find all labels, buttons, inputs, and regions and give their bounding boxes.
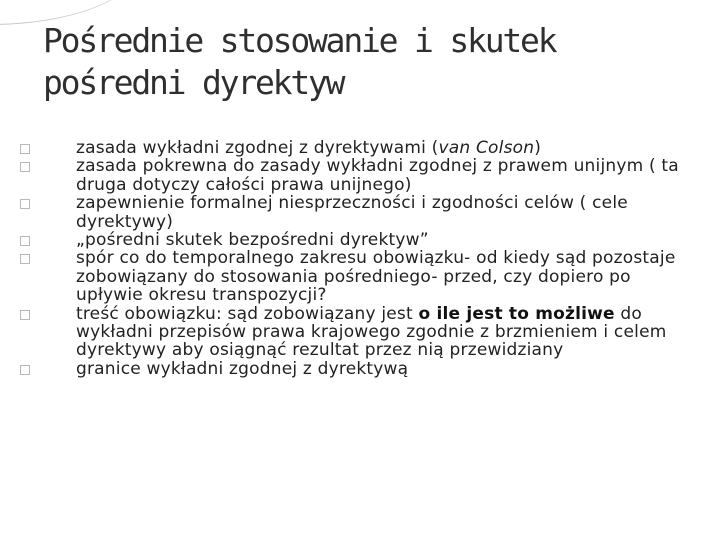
checkbox-bullet-icon <box>20 310 30 320</box>
bullet-list <box>20 139 700 378</box>
checkbox-bullet-icon <box>20 254 30 264</box>
bullet-text: spór co do temporalnego zakresu obowiązku- od kiedy sąd pozostaje zobowiązany do stosowania pośredniego- przed, czy dopiero po upływie okresu transpozycji? <box>76 248 676 306</box>
bullet-text: zapewnienie formalnej niesprzeczności i zgodności celów ( cele dyrektywy) <box>76 193 628 232</box>
checkbox-bullet-icon <box>20 365 30 375</box>
checkbox-bullet-icon <box>20 144 30 154</box>
bullet-item <box>20 194 700 231</box>
bullet-text: zasada pokrewna do zasady wykładni zgodnej z prawem unijnym ( ta druga dotyczy całości prawa unijnego) <box>76 156 679 195</box>
slide-title: Pośrednie stosowanie i skutek pośredni dyrektyw <box>43 21 556 102</box>
bullet-item <box>20 249 700 304</box>
bullet-text: granice wykładni zgodnej z dyrektywą <box>76 358 409 379</box>
bullet-text: „pośredni skutek bezpośredni dyrektyw” <box>76 230 429 251</box>
bullet-item <box>20 360 700 378</box>
emphasis-text: o ile jest to możliwe <box>418 303 615 324</box>
checkbox-bullet-icon <box>20 162 30 172</box>
case-name: van Colson <box>438 138 535 158</box>
checkbox-bullet-icon <box>20 199 30 209</box>
bullet-item <box>20 139 700 157</box>
bullet-item <box>20 231 700 249</box>
bullet-text: treść obowiązku: sąd zobowiązany jest o ile jest to możliwe do wykładni przepisów prawa krajowego zgodnie z brzmieniem i celem dyrektywy aby osiągnąć rezultat przez nią przewidziany <box>76 303 667 361</box>
checkbox-bullet-icon <box>20 236 30 246</box>
bullet-item <box>20 157 700 194</box>
bullet-text: zasada wykładni zgodnej z dyrektywami (van Colson) <box>76 138 542 158</box>
bullet-item <box>20 305 700 360</box>
